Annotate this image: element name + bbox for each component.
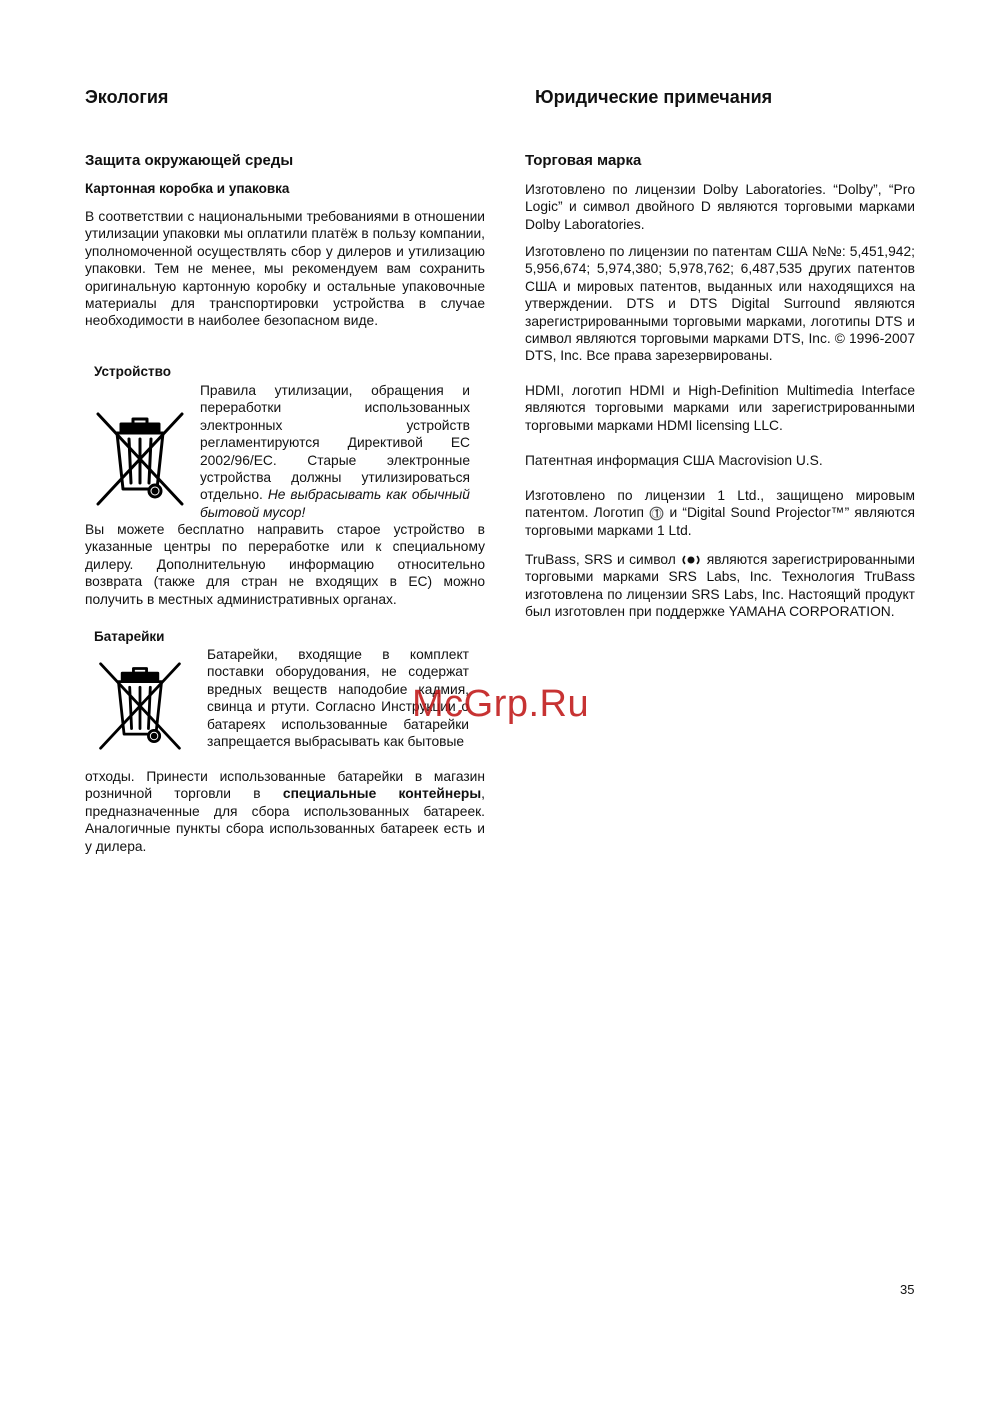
dolby-paragraph: Изготовлено по лицензии Dolby Laboratories. “Dolby”, “Pro Logic” и символ двойного D являются торговыми марками Dolby Laboratories. — [525, 182, 915, 232]
batteries-below-text-1: отходы. Принести использованные батарейки в магазин розничной торговли в — [85, 769, 485, 802]
batteries-below-text-2: , предназначенные для сбора использованных батареек. Аналогичные пункты сбора использованных батареек есть и у дилера. — [85, 786, 485, 854]
device-side-text-plain: Правила утилизации, обращения и переработки использованных электронных устройств регламентируются Директивой ЕС 2002/96/ЕС. Старые электронные устройства должны утилизироваться отдельно. — [200, 383, 470, 503]
packaging-title: Картонная коробка и упаковка — [85, 181, 290, 196]
trademark-section-title: Торговая марка — [525, 152, 642, 169]
crossed-bin-icon — [95, 661, 185, 751]
device-title: Устройство — [94, 364, 171, 379]
one-ltd-logo-icon — [649, 506, 664, 521]
hdmi-paragraph: HDMI, логотип HDMI и High-Definition Multimedia Interface являются торговыми марками или зарегистрированными торговыми марками HDMI licensing LLC. — [525, 383, 915, 433]
macrovision-paragraph: Патентная информация США Macrovision U.S. — [525, 453, 823, 468]
batteries-below-text — [85, 768, 485, 855]
one-ltd-paragraph — [525, 487, 915, 539]
crossed-bin-icon — [95, 411, 185, 507]
watermark: McGrp.Ru — [412, 683, 590, 725]
device-below-text: Вы можете бесплатно направить старое устройство в указанные центры по переработке или к специальному дилеру. Дополнительную информацию относительно возврата (также для стран не входящих в ЕС) можно получить в местных административных органах. — [85, 522, 485, 607]
packaging-text: В соответствии с национальными требованиями в отношении утилизации упаковки мы оплатили платёж в пользу компании, уполномоченной осуществлять сбор у дилеров и утилизацию упаковки. Тем не менее, мы рекомендуем вам сохранить оригинальную картонную коробку и остальные упаковочные материалы для транспортировки устройства в случае необходимости в наиболее безопасном виде. — [85, 209, 485, 329]
device-side-text — [200, 382, 470, 521]
page-number: 35 — [900, 1282, 915, 1297]
environment-section-title: Защита окружающей среды — [85, 152, 294, 169]
srs-text-a: TruBass, SRS и символ — [525, 552, 676, 567]
ecology-title: Экология — [85, 87, 169, 107]
batteries-title: Батарейки — [94, 629, 165, 644]
device-warning-text: Не выбрасывать как обычный бытовой мусор! — [200, 487, 470, 520]
srs-text-b: являются зарегистрированными торговыми марками SRS Labs, Inc. Технология TruBass изготовлена по лицензии SRS Labs, Inc. Настоящий продукт был изготовлен при поддержке YAMAHA CORPORATION. — [525, 552, 915, 620]
legal-notes-title: Юридические примечания — [535, 87, 773, 107]
dts-paragraph: Изготовлено по лицензии по патентам США №№: 5,451,942; 5,956,674; 5,974,380; 5,978,762; 6,487,535 других патентов США и мировых патентов, выданных или находящихся на утверждении. DTS и DTS Digital Surround являются зарегистрированными торговыми марками, логотипы DTS и символ являются торговыми марками DTS, Inc. © 1996-2007 DTS, Inc. Все права зарезервированы. — [525, 244, 915, 364]
srs-symbol-icon — [680, 554, 702, 566]
one-ltd-text-b: и “Digital Sound Projector™” являются торговыми марками 1 Ltd. — [525, 505, 915, 538]
srs-paragraph — [525, 551, 915, 621]
one-ltd-text-a: Изготовлено по лицензии 1 Ltd., защищено мировым патентом. Логотип — [525, 488, 915, 521]
special-containers-text: специальные контейнеры — [282, 786, 482, 802]
batteries-side-text: Батарейки, входящие в комплект поставки оборудования, не содержат вредных веществ наподобие кадмия, свинца и ртути. Согласно Инструкции о батареях использованные батарейки запрещается выбрасывать как бытовые — [207, 647, 469, 750]
